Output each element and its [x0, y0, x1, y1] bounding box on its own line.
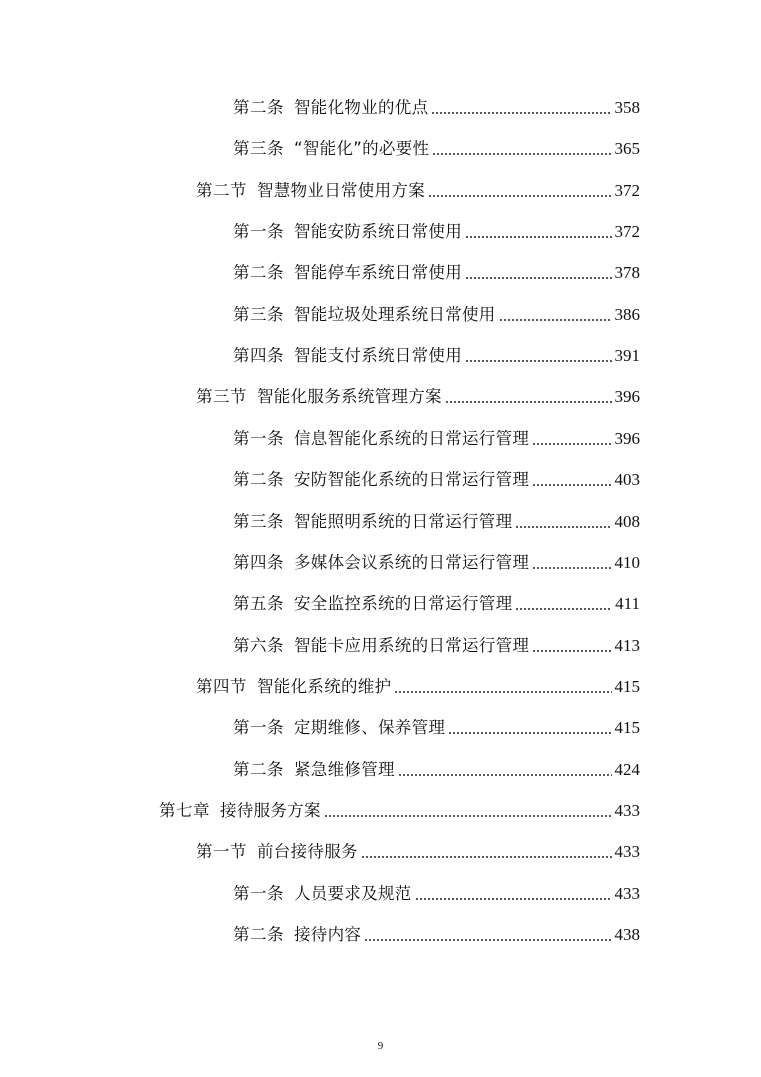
dot-leader [431, 112, 611, 114]
toc-entry[interactable] [233, 545, 640, 573]
toc-entry-title: 智能安防系统日常使用 [294, 222, 462, 242]
toc-entry-label: 第四节 [196, 676, 247, 696]
toc-entry-title: 安全监控系统的日常运行管理 [294, 594, 513, 614]
toc-entry-title: “智能化”的必要性 [294, 139, 430, 159]
toc-entry-title: 定期维修、保养管理 [294, 718, 446, 738]
toc-entry[interactable] [196, 669, 640, 697]
toc-entry-page-number: 403 [614, 470, 640, 490]
dot-leader [515, 608, 612, 610]
toc-entry-title: 紧急维修管理 [294, 759, 395, 779]
toc-entry-label: 第二条 [233, 98, 284, 117]
toc-entry[interactable] [233, 710, 640, 738]
toc-entry[interactable] [233, 917, 640, 945]
toc-entry-page-number: 424 [614, 759, 640, 779]
toc-entry-label: 第二条 [233, 470, 284, 490]
toc-entry[interactable] [233, 297, 640, 325]
toc-entry-label: 第一条 [233, 883, 284, 903]
toc-entry-label: 第二条 [233, 925, 284, 944]
toc-entry-title: 智能停车系统日常使用 [294, 263, 462, 283]
toc-entry-page-number: 372 [614, 180, 640, 200]
toc-entry[interactable] [196, 379, 640, 407]
toc-entry-title: 多媒体会议系统的日常运行管理 [294, 552, 530, 572]
toc-entry[interactable] [233, 752, 640, 780]
toc-entry-page-number: 408 [614, 511, 640, 531]
dot-leader [324, 815, 612, 817]
toc-entry-page-number: 410 [614, 552, 640, 572]
toc-entry-title: 智能卡应用系统的日常运行管理 [294, 635, 530, 655]
toc-entry-page-number: 413 [614, 635, 640, 655]
toc-entry[interactable] [196, 173, 640, 201]
dot-leader [432, 153, 611, 155]
toc-entry[interactable] [233, 504, 640, 532]
toc-entry-title: 接待内容 [294, 925, 362, 944]
dot-leader [515, 526, 611, 528]
toc-entry-label: 第一节 [196, 842, 247, 862]
toc-entry-label: 第四条 [233, 552, 284, 572]
toc-entry-title: 人员要求及规范 [294, 883, 412, 903]
toc-entry-label: 第七章 [159, 801, 210, 820]
toc-entry-page-number: 415 [614, 718, 640, 738]
toc-entry-label: 第二条 [233, 759, 284, 779]
toc-entry[interactable] [159, 793, 640, 821]
toc-entry[interactable] [233, 462, 640, 490]
toc-entry-label: 第一条 [233, 428, 284, 448]
toc-entry-label: 第五条 [233, 594, 284, 614]
toc-entry[interactable] [233, 876, 640, 904]
dot-leader [465, 360, 612, 362]
toc-entry-label: 第三条 [233, 139, 284, 159]
toc-entry-label: 第二条 [233, 263, 284, 283]
toc-entry-title: 安防智能化系统的日常运行管理 [294, 470, 530, 490]
toc-entry-page-number: 411 [615, 594, 640, 614]
toc-entry-page-number: 396 [614, 387, 640, 407]
toc-entry-page-number: 433 [614, 842, 640, 862]
toc-entry-title: 智能支付系统日常使用 [294, 346, 462, 366]
toc-entry-label: 第三条 [233, 511, 284, 531]
toc-entry-title: 信息智能化系统的日常运行管理 [294, 428, 530, 448]
toc-entry-title: 智能化服务系统管理方案 [257, 387, 442, 407]
toc-entry[interactable] [233, 131, 640, 159]
toc-entry-title: 智能化物业的优点 [294, 98, 429, 117]
dot-leader [465, 236, 612, 238]
toc-entry[interactable] [233, 628, 640, 656]
toc-entry-page-number: 396 [614, 428, 640, 448]
dot-leader [532, 650, 611, 652]
toc-entry-label: 第六条 [233, 635, 284, 655]
toc-entry-page-number: 386 [614, 304, 640, 324]
toc-entry-page-number: 415 [614, 676, 640, 696]
dot-leader [445, 401, 612, 403]
toc-entry-page-number: 372 [614, 222, 640, 242]
toc-entry-label: 第三节 [196, 387, 247, 407]
toc-entry-page-number: 378 [614, 263, 640, 283]
dot-leader [448, 732, 611, 734]
dot-leader [532, 443, 611, 445]
dot-leader [428, 195, 612, 197]
dot-leader [361, 856, 612, 858]
dot-leader [465, 277, 612, 279]
toc-entry-title: 智慧物业日常使用方案 [257, 180, 425, 200]
toc-entry[interactable] [233, 586, 640, 614]
dot-leader [532, 484, 611, 486]
toc-entry-title: 前台接待服务 [257, 842, 358, 862]
dot-leader [364, 939, 611, 941]
toc-entry-title: 接待服务方案 [220, 801, 321, 820]
dot-leader [398, 774, 612, 776]
toc-entry[interactable] [233, 255, 640, 283]
toc-entry-label: 第一条 [233, 222, 284, 242]
toc-entry-label: 第一条 [233, 718, 284, 738]
toc-entry-page-number: 358 [614, 98, 640, 117]
toc-entry-page-number: 438 [614, 925, 640, 944]
dot-leader [499, 319, 612, 321]
toc-entry-page-number: 365 [614, 139, 640, 159]
toc-entry-page-number: 433 [614, 801, 640, 820]
toc-entry-label: 第四条 [233, 346, 284, 366]
toc-entry-title: 智能化系统的维护 [257, 676, 392, 696]
page-number: 9 [377, 1040, 384, 1052]
toc-entry[interactable] [233, 214, 640, 242]
toc-entry-page-number: 433 [614, 883, 640, 903]
dot-leader [532, 567, 611, 569]
toc-entry-title: 智能照明系统的日常运行管理 [294, 511, 513, 531]
dot-leader [415, 898, 612, 900]
toc-entry-title: 智能垃圾处理系统日常使用 [294, 304, 496, 324]
toc-entry[interactable] [196, 834, 640, 862]
dot-leader [394, 691, 611, 693]
toc-entry[interactable] [233, 90, 640, 118]
toc-entry-label: 第二节 [196, 180, 247, 200]
toc-entry-label: 第三条 [233, 304, 284, 324]
toc-entry-page-number: 391 [614, 346, 640, 366]
toc-entry[interactable] [233, 338, 640, 366]
toc-entry[interactable] [233, 421, 640, 449]
